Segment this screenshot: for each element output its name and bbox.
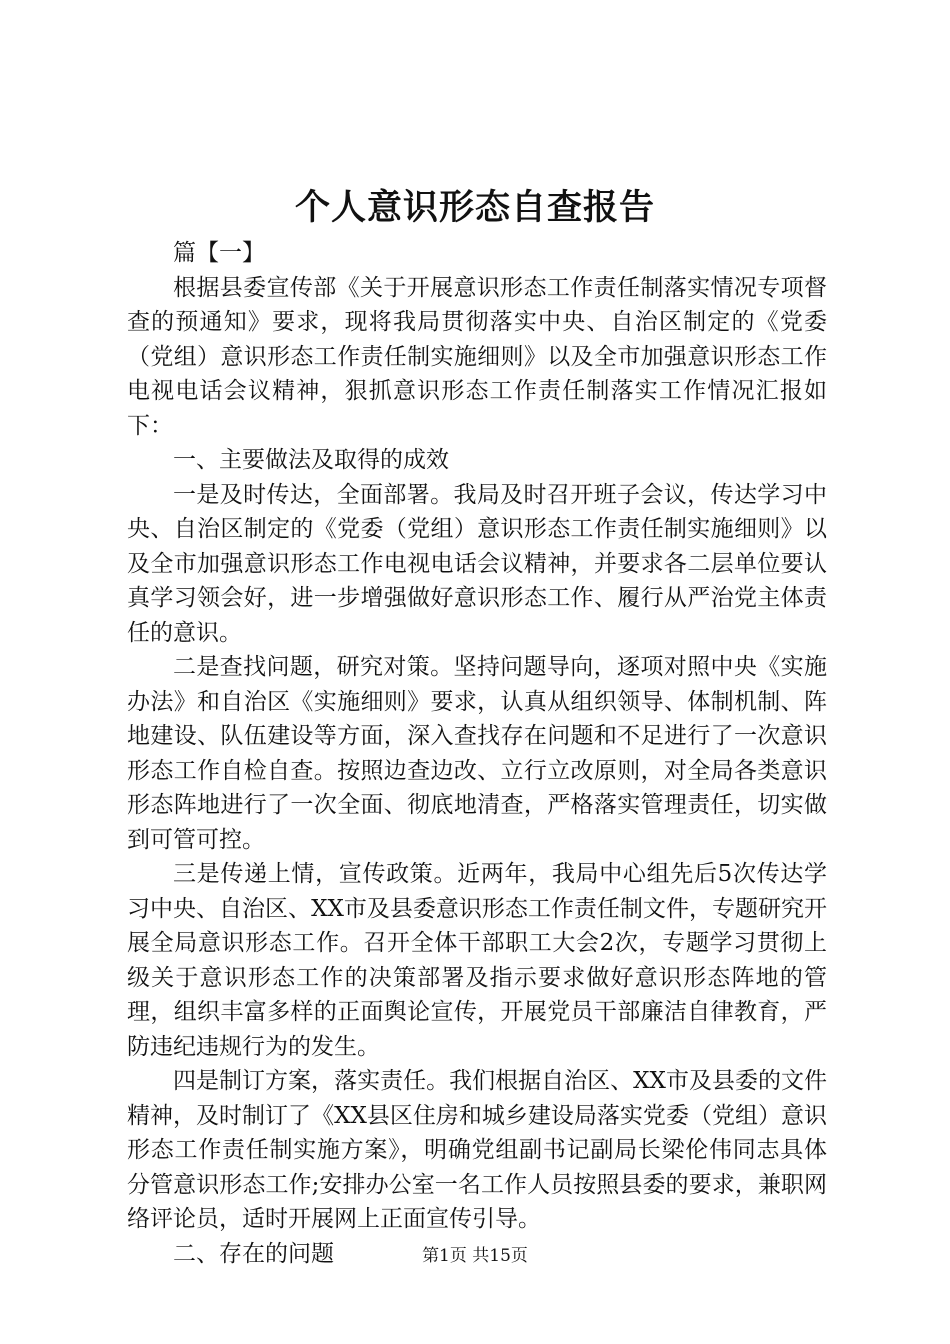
intro-paragraph: 根据县委宣传部《关于开展意识形态工作责任制落实情况专项督查的预通知》要求，现将我局贯彻落实中央、自治区制定的《党委（党组）意识形态工作责任制实施细则》以及全市加强意识形态工作电视电话会议精神，狠抓意识形态工作责任制落实工作情况汇报如下： (127, 274, 827, 439)
body-paragraph-3: 三是传递上情，宣传政策。近两年，我局中心组先后5次传达学习中央、自治区、XX市及县委意识形态工作责任制文件，专题研究开展全局意识形态工作。召开全体干部职工大会2次，专题学习贯彻上级关于意识形态工作的决策部署及指示要求做好意识形态阵地的管理，组织丰富多样的正面舆论宣传，开展党员干部廉洁自律教育，严防违纪违规行为的发生。 (127, 861, 827, 1060)
section-heading-2: 二、存在的问题 (173, 1240, 334, 1267)
body-paragraph-4: 四是制订方案，落实责任。我们根据自治区、XX市及县委的文件精神，及时制订了《XX县区住房和城乡建设局落实党委（党组）意识形态工作责任制实施方案》，明确党组副书记副局长梁伦伟同志具体分管意识形态工作;安排办公室一名工作人员按照县委的要求，兼职网络评论员，适时开展网上正面宣传引导。 (127, 1068, 827, 1232)
body-paragraph-2: 二是查找问题，研究对策。坚持问题导向，逐项对照中央《实施办法》和自治区《实施细则》要求，认真从组织领导、体制机制、阵地建设、队伍建设等方面，深入查找存在问题和不足进行了一次意识形态工作自检自查。按照边查边改、立行立改原则，对全局各类意识形态阵地进行了一次全面、彻底地清查，严格落实管理责任，切实做到可管可控。 (127, 654, 827, 853)
section-heading-1: 一、主要做法及取得的成效 (173, 447, 449, 473)
document-body (127, 236, 827, 1271)
page-footer: 第1页 共15页 (422, 1246, 528, 1266)
page-title: 个人意识形态自查报告 (294, 187, 655, 228)
body-paragraph-1: 一是及时传达，全面部署。我局及时召开班子会议，传达学习中央、自治区制定的《党委（党组）意识形态工作责任制实施细则》以及全市加强意识形态工作电视电话会议精神，并要求各二层单位要认真学习领会好，进一步增强做好意识形态工作、履行从严治党主体责任的意识。 (127, 481, 827, 646)
section-label: 篇【一】 (173, 240, 265, 266)
